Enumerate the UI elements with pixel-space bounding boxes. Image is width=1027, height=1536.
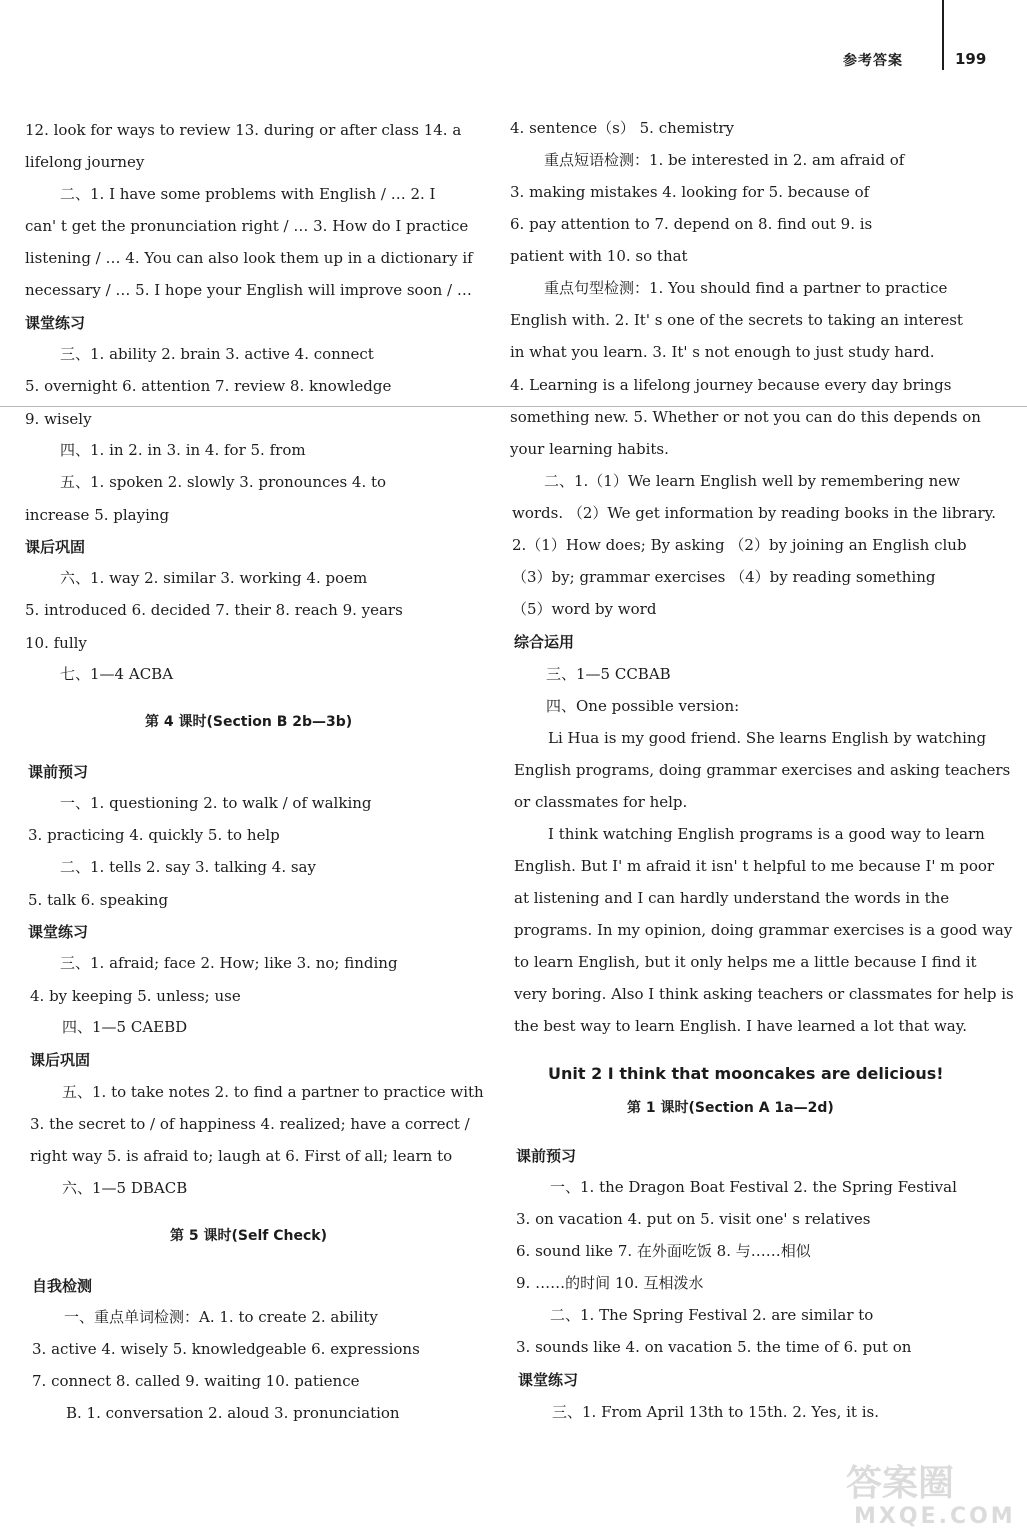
answer-line: 三、1. From April 13th to 15th. 2. Yes, it is. bbox=[552, 1403, 879, 1421]
answer-line: 9. wisely bbox=[25, 410, 92, 428]
answer-line: very boring. Also I think asking teachers or classmates for help is bbox=[514, 985, 1014, 1003]
svg-text:MXQE.COM: MXQE.COM bbox=[854, 1504, 1016, 1527]
answer-line: 3. making mistakes 4. looking for 5. because of bbox=[510, 183, 870, 201]
answer-line: （3）by; grammar exercises （4）by reading something bbox=[512, 568, 936, 586]
section-heading: 课堂练习 bbox=[25, 314, 86, 332]
answer-line: or classmates for help. bbox=[514, 793, 688, 811]
answer-line: 六、1. way 2. similar 3. working 4. poem bbox=[60, 569, 368, 587]
answer-line: your learning habits. bbox=[510, 440, 669, 458]
answer-line: can' t get the pronunciation right / … 3. How do I practice bbox=[25, 217, 469, 235]
answer-line: English programs, doing grammar exercises and asking teachers bbox=[514, 761, 1011, 779]
answer-line: 重点句型检测：1. You should find a partner to practice bbox=[544, 279, 948, 297]
answer-line: B. 1. conversation 2. aloud 3. pronunciation bbox=[66, 1404, 400, 1422]
answer-line: 10. fully bbox=[25, 634, 87, 652]
lesson-heading: 第 5 课时(Self Check) bbox=[170, 1228, 327, 1244]
answer-line: 三、1—5 CCBAB bbox=[546, 665, 671, 683]
header-divider bbox=[942, 0, 944, 70]
answer-line: 七、1—4 ACBA bbox=[60, 665, 174, 683]
answer-line: 五、1. to take notes 2. to find a partner to practice with bbox=[62, 1083, 484, 1101]
answer-line: 12. look for ways to review 13. during or after class 14. a bbox=[25, 121, 462, 139]
answer-line: 3. on vacation 4. put on 5. visit one' s relatives bbox=[516, 1210, 871, 1228]
answer-line: 二、1. I have some problems with English / … 2. I bbox=[60, 185, 436, 203]
answer-line: 四、1. in 2. in 3. in 4. for 5. from bbox=[60, 441, 306, 459]
answer-line: （5）word by word bbox=[512, 600, 657, 618]
svg-text:答案圈: 答案圈 bbox=[846, 1463, 955, 1504]
section-heading: 课后巩固 bbox=[30, 1051, 91, 1069]
answer-line: 4. sentence（s） 5. chemistry bbox=[510, 119, 735, 137]
answer-line: 重点短语检测：1. be interested in 2. am afraid of bbox=[544, 151, 905, 169]
answer-line: to learn English, but it only helps me a little because I find it bbox=[514, 953, 977, 971]
answer-line: listening / … 4. You can also look them up in a dictionary if bbox=[25, 249, 473, 267]
answer-line: 5. introduced 6. decided 7. their 8. reach 9. years bbox=[25, 601, 403, 619]
answer-line: 3. the secret to / of happiness 4. realized; have a correct / bbox=[30, 1115, 470, 1133]
running-header-title: 参考答案 bbox=[843, 53, 903, 69]
answer-line: 2.（1）How does; By asking （2）by joining an English club bbox=[512, 536, 967, 554]
answer-line: at listening and I can hardly understand the words in the bbox=[514, 889, 950, 907]
section-heading: 课后巩固 bbox=[25, 538, 86, 556]
section-heading: 综合运用 bbox=[514, 633, 575, 651]
answer-line: Li Hua is my good friend. She learns English by watching bbox=[548, 729, 987, 747]
lesson-heading: 第 4 课时(Section B 2b—3b) bbox=[145, 714, 353, 730]
answer-line: patient with 10. so that bbox=[510, 247, 688, 265]
answer-line: 四、1—5 CAEBD bbox=[62, 1018, 188, 1036]
answer-line: programs. In my opinion, doing grammar exercises is a good way bbox=[514, 921, 1013, 939]
answer-line: English. But I' m afraid it isn' t helpful to me because I' m poor bbox=[514, 857, 995, 875]
answer-line: 3. sounds like 4. on vacation 5. the time of 6. put on bbox=[516, 1338, 912, 1356]
answer-line: necessary / … 5. I hope your English will improve soon / … bbox=[25, 281, 472, 299]
answer-line: 7. connect 8. called 9. waiting 10. patience bbox=[32, 1372, 360, 1390]
answer-line: English with. 2. It' s one of the secrets to taking an interest bbox=[510, 311, 963, 329]
answer-line: increase 5. playing bbox=[25, 506, 170, 524]
section-heading: 课堂练习 bbox=[28, 923, 89, 941]
answer-line: 一、1. the Dragon Boat Festival 2. the Spring Festival bbox=[550, 1178, 957, 1196]
unit-heading: Unit 2 I think that mooncakes are delicious! bbox=[548, 1064, 944, 1083]
answer-line: 三、1. afraid; face 2. How; like 3. no; finding bbox=[60, 954, 398, 972]
section-heading: 自我检测 bbox=[32, 1277, 93, 1295]
answer-line: lifelong journey bbox=[25, 153, 145, 171]
answer-line: something new. 5. Whether or not you can do this depends on bbox=[510, 408, 981, 426]
answer-line: 六、1—5 DBACB bbox=[62, 1179, 188, 1197]
section-heading: 课前预习 bbox=[516, 1147, 577, 1165]
answer-line: 五、1. spoken 2. slowly 3. pronounces 4. to bbox=[60, 473, 387, 491]
answer-line: 二、1. tells 2. say 3. talking 4. say bbox=[60, 858, 316, 876]
lesson-heading: 第 1 课时(Section A 1a—2d) bbox=[627, 1100, 834, 1116]
answer-line: 6. sound like 7. 在外面吃饭 8. 与……相似 bbox=[516, 1242, 811, 1260]
answer-line: 二、1.（1）We learn English well by remembering new bbox=[544, 472, 960, 490]
answer-line: 4. by keeping 5. unless; use bbox=[30, 987, 241, 1005]
answer-line: 3. active 4. wisely 5. knowledgeable 6. expressions bbox=[32, 1340, 420, 1358]
answer-line: 3. practicing 4. quickly 5. to help bbox=[28, 826, 280, 844]
answer-line: 4. Learning is a lifelong journey because every day brings bbox=[510, 376, 952, 394]
watermark-logo bbox=[842, 1455, 1017, 1527]
answer-line: 9. ……的时间 10. 互相泼水 bbox=[516, 1274, 704, 1292]
section-heading: 课前预习 bbox=[28, 763, 89, 781]
answer-line: 一、重点单词检测：A. 1. to create 2. ability bbox=[64, 1308, 378, 1326]
answer-line: I think watching English programs is a good way to learn bbox=[548, 825, 985, 843]
answer-line: 一、1. questioning 2. to walk / of walking bbox=[60, 794, 372, 812]
answer-line: 四、One possible version: bbox=[546, 697, 740, 715]
answer-line: words. （2）We get information by reading books in the library. bbox=[512, 504, 996, 522]
answer-line: in what you learn. 3. It' s not enough to just study hard. bbox=[510, 343, 935, 361]
answer-line: 5. talk 6. speaking bbox=[28, 891, 169, 909]
answer-line: 二、1. The Spring Festival 2. are similar to bbox=[550, 1306, 874, 1324]
answer-line: right way 5. is afraid to; laugh at 6. First of all; learn to bbox=[30, 1147, 453, 1165]
answer-line: 三、1. ability 2. brain 3. active 4. connect bbox=[60, 345, 374, 363]
answer-line: the best way to learn English. I have learned a lot that way. bbox=[514, 1017, 967, 1035]
answer-line: 6. pay attention to 7. depend on 8. find out 9. is bbox=[510, 215, 873, 233]
page-number: 199 bbox=[955, 50, 987, 68]
answer-line: 5. overnight 6. attention 7. review 8. knowledge bbox=[25, 377, 392, 395]
section-heading: 课堂练习 bbox=[518, 1371, 579, 1389]
